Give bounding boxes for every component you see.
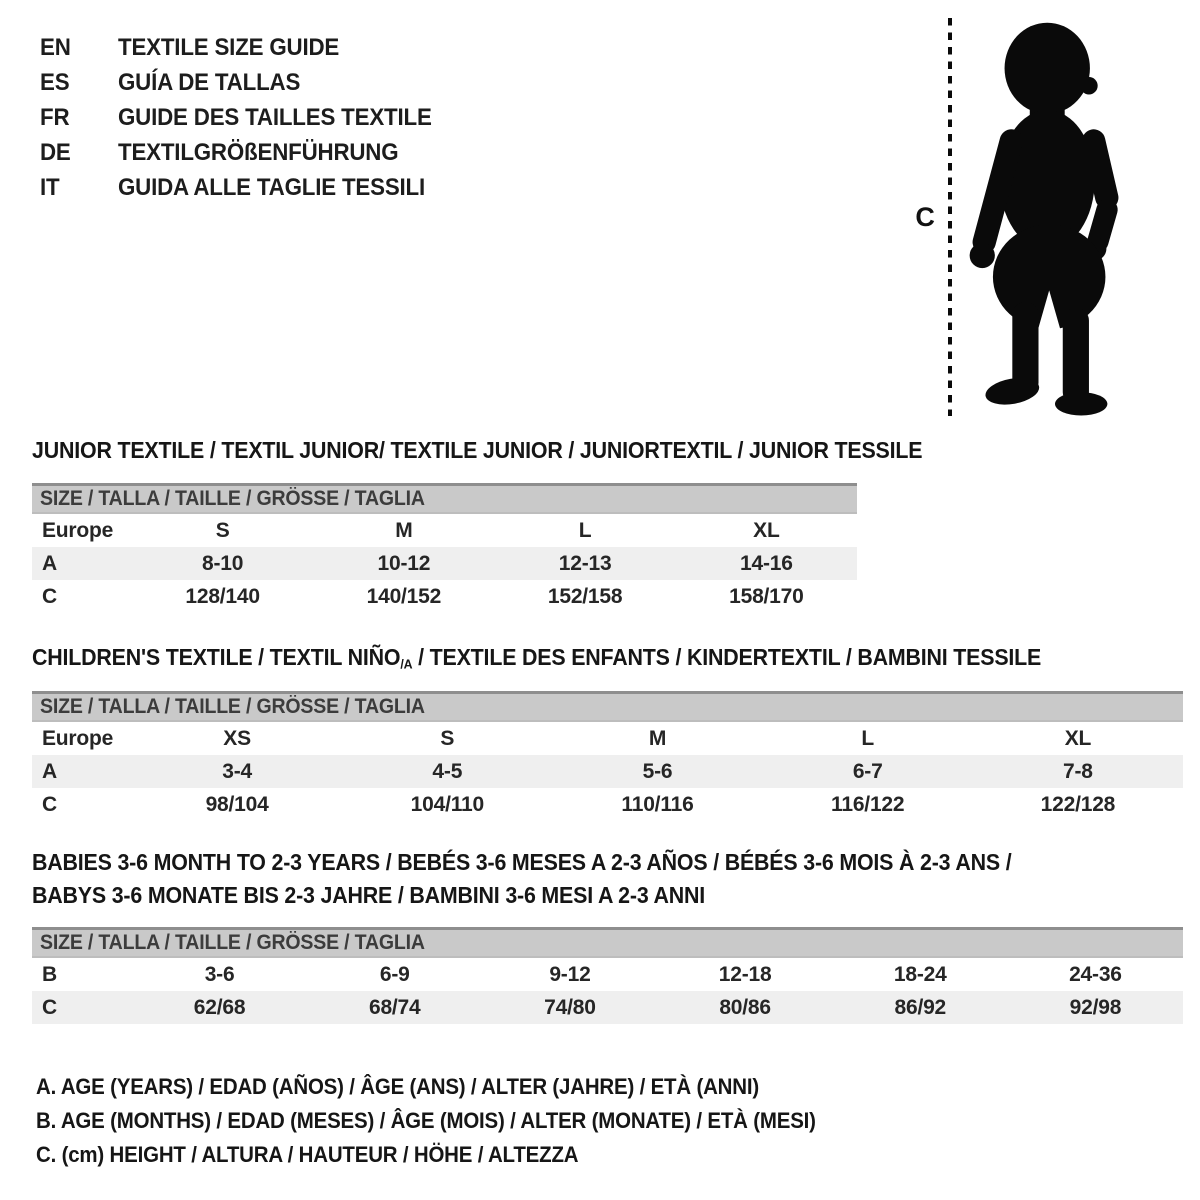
table-row-header — [32, 722, 1183, 755]
height-cell: 158/170 — [729, 584, 804, 608]
size-cell: S — [440, 726, 455, 750]
language-code: DE — [40, 138, 71, 166]
language-row-en — [40, 30, 455, 65]
height-cell: 140/152 — [366, 584, 442, 608]
row-label: A — [42, 759, 57, 783]
height-cell: 86/92 — [894, 995, 947, 1019]
height-cell: 68/74 — [368, 995, 421, 1019]
baby-silhouette-icon — [970, 23, 1121, 416]
table-row-height — [32, 788, 1183, 821]
age-cell: 6-7 — [852, 759, 883, 783]
months-cell: 12-18 — [718, 962, 772, 986]
age-cell: 5-6 — [642, 759, 673, 783]
language-row-fr — [40, 100, 455, 135]
row-label: B — [42, 962, 57, 986]
baby-figure — [900, 8, 1162, 424]
nino-a-subscript: /A — [400, 656, 413, 672]
height-cell: 116/122 — [831, 792, 905, 816]
height-cell: 62/68 — [193, 995, 246, 1019]
size-cell: XL — [1064, 726, 1092, 750]
language-row-de — [40, 135, 455, 170]
size-cell: M — [395, 518, 413, 542]
age-cell: 10-12 — [377, 551, 431, 575]
table-row-height — [32, 580, 857, 613]
size-table-babies — [32, 927, 1183, 1024]
size-cell: L — [861, 726, 875, 750]
language-title: TEXTILE SIZE GUIDE — [118, 33, 340, 61]
height-cell: 80/86 — [719, 995, 771, 1019]
size-cell: XL — [753, 518, 780, 542]
language-row-es — [40, 65, 455, 100]
months-cell: 18-24 — [893, 962, 947, 986]
height-cell: 104/110 — [410, 792, 484, 816]
language-title: TEXTILGRÖßENFÜHRUNG — [118, 138, 399, 166]
height-cell: 92/98 — [1069, 995, 1122, 1019]
language-title: GUIDA ALLE TAGLIE TESSILI — [118, 173, 426, 201]
height-cell: 74/80 — [544, 995, 596, 1019]
table-row-months — [32, 958, 1183, 991]
height-cell: 122/128 — [1040, 792, 1116, 816]
language-code: IT — [40, 173, 60, 201]
language-row-it — [40, 170, 455, 205]
section-title-children: CHILDREN'S TEXTILE / TEXTIL $NIÑO_{/A}$ / TEXTILE DES ENFANTS / KINDERTEXTIL / BAMBINI TESSILE — [32, 644, 1042, 672]
height-cell: 98/104 — [205, 792, 269, 816]
section-title-junior: JUNIOR TEXTILE / TEXTIL JUNIOR/ TEXTILE JUNIOR / JUNIORTEXTIL / JUNIOR TESSILE — [32, 437, 923, 463]
months-cell: 6-9 — [379, 962, 410, 986]
months-cell: 3-6 — [204, 962, 235, 986]
language-code: ES — [40, 68, 70, 96]
table-row-height — [32, 991, 1183, 1024]
row-label: A — [42, 551, 57, 575]
legend — [36, 1070, 874, 1172]
row-label: Europe — [42, 518, 114, 542]
table-row-header — [32, 514, 857, 547]
size-bar-label: SIZE / TALLA / TAILLE / GRÖSSE / TAGLIA — [40, 695, 425, 718]
age-cell: 4-5 — [432, 759, 463, 783]
size-cell: M — [648, 726, 667, 750]
age-cell: 14-16 — [740, 551, 793, 575]
height-measure-label: C — [915, 202, 935, 232]
section-title-babies: BABIES 3-6 MONTH TO 2-3 YEARS / BEBÉS 3-6 MESES A 2-3 AÑOS / BÉBÉS 3-6 MOIS À 2-3 ANS / BABYS 3-6 MONATE BIS 2-3 JAHRE / BAMBINI 3-6 MESI A 2-3 ANNI — [32, 849, 1012, 908]
size-table-junior — [32, 483, 857, 613]
legend-line-a: A. AGE (YEARS) / EDAD (AÑOS) / ÂGE (ANS) / ALTER (JAHRE) / ETÀ (ANNI) — [36, 1074, 759, 1099]
size-cell: XS — [223, 726, 251, 750]
baby-figure-graphic — [900, 8, 1162, 424]
size-bar — [32, 691, 1183, 722]
size-bar — [32, 927, 1183, 958]
age-cell: 8-10 — [202, 551, 244, 575]
age-cell: 3-4 — [222, 759, 252, 783]
language-title: GUIDE DES TAILLES TEXTILE — [118, 103, 432, 131]
language-code: FR — [40, 103, 70, 131]
size-table-children — [32, 691, 1183, 821]
age-cell: 7-8 — [1063, 759, 1093, 783]
language-title: GUÍA DE TALLAS — [118, 68, 301, 96]
months-cell: 24-36 — [1069, 962, 1122, 986]
months-cell: 9-12 — [549, 962, 591, 986]
language-header — [40, 30, 455, 205]
height-cell: 152/158 — [547, 584, 623, 608]
age-cell: 12-13 — [558, 551, 612, 575]
row-label: C — [42, 584, 57, 608]
row-label: Europe — [42, 726, 114, 750]
height-cell: 128/140 — [185, 584, 260, 608]
size-cell: S — [215, 518, 230, 542]
row-label: C — [42, 995, 57, 1019]
table-row-age — [32, 547, 857, 580]
height-cell: 110/116 — [621, 792, 694, 816]
row-label: C — [42, 792, 57, 816]
size-cell: L — [578, 518, 592, 542]
table-row-age — [32, 755, 1183, 788]
language-code: EN — [40, 33, 71, 61]
size-bar — [32, 483, 857, 514]
size-bar-label: SIZE / TALLA / TAILLE / GRÖSSE / TAGLIA — [40, 487, 425, 510]
legend-line-c: C. (cm) HEIGHT / ALTURA / HAUTEUR / HÖHE / ALTEZZA — [36, 1142, 579, 1167]
legend-line-b: B. AGE (MONTHS) / EDAD (MESES) / ÂGE (MOIS) / ALTER (MONATE) / ETÀ (MESI) — [36, 1108, 816, 1133]
size-bar-label: SIZE / TALLA / TAILLE / GRÖSSE / TAGLIA — [40, 931, 425, 954]
